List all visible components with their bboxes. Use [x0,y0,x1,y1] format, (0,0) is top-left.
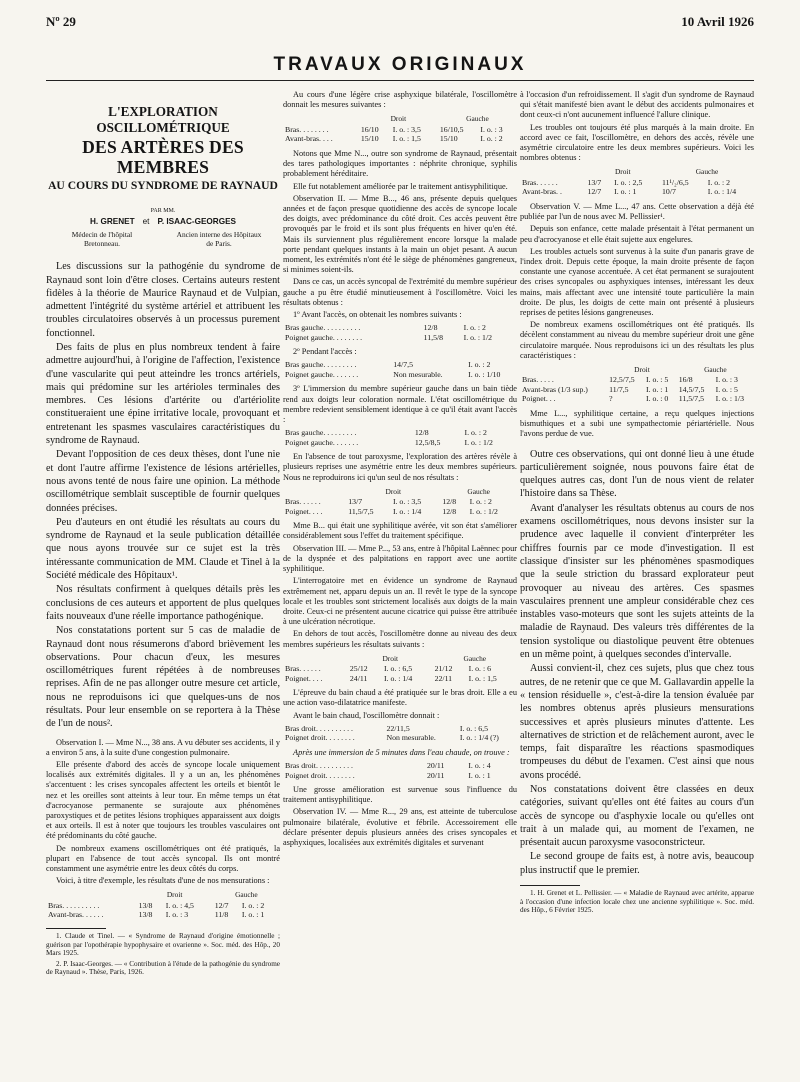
paragraph: Notons que Mme N..., outre son syndrome de Raynaud, présentait des tares pathologiques importantes : néphrite chronique, syphilis probablement héréditaire. [283,148,517,179]
column-1 [46,90,280,979]
paragraph: Le second groupe de faits est, à notre avis, beaucoup plus instructif que le premier. [520,851,754,876]
table-row [46,901,280,911]
article-title-line1: L'EXPLORATION OSCILLOMÉTRIQUE [96,104,230,135]
cell: I. o. : 1 [645,384,669,394]
row-label: Poignet droit. . . . . . . . [285,770,355,780]
row-label: Avant-bras. . [522,187,562,197]
cell: I. o. : 3 [480,124,503,134]
table-row [283,674,517,684]
paragraph: L'épreuve du bain chaud a été pratiquée sur le bras droit. Elle a eu une action vaso-dilatatrice manifeste. [283,688,517,708]
cell: 12/8 [442,497,457,507]
cell: 13/8 [138,900,153,910]
paragraph: 3º L'immersion du membre supérieur gauche dans un bain tiède rend aux doigts leur coloration normale. L'état oscillométrique du membre redevient sensiblement identique à ce qu'il était avant l'accès : [283,384,517,424]
row-label: Bras. . . . . . [285,497,321,507]
cell: I. o. : 2 [707,177,731,187]
table-row [520,375,754,385]
cell: 13/8 [138,910,153,920]
cell: 15/10 [360,134,379,144]
row-label: Bras droit. . . . . . . . . . [285,723,354,733]
column-header-gauche: Gauche [463,653,487,663]
cell: 14/7,5 [393,360,413,370]
issue-date: 10 Avril 1926 [681,14,754,29]
cell: I. o. : 1/3 [715,394,744,404]
cell: 13/7 [587,177,602,187]
table-row [283,360,517,370]
table-row [283,733,517,743]
authors [46,217,280,227]
cell: I. o. : 5 [715,384,738,394]
cell: I. o. : 1,5 [392,134,421,144]
cell: 20/11 [426,770,445,780]
article-title-line2: DES ARTÈRES DES MEMBRES [82,137,244,177]
measurement-table [283,486,517,517]
measurement-table [520,166,754,197]
paragraph: Devant l'opposition de ces deux thèses, dont l'une nie et dont l'autre affirme l'existence de lésions artérielles, nous avons tenté de nous faire une opinion. La méthode oscillométrique semblait susceptible de fournir quelques données précises. [46,449,280,514]
row-label: Bras. . . . . . . . . . [48,900,100,910]
cell: I. o. : 3,5 [392,497,422,507]
paragraph: Au cours d'une légère crise asphyxique bilatérale, l'oscillomètre donnait les mesures suivantes : [283,90,517,110]
observation-4: Observation IV. — Mme R..., 29 ans, est atteinte de tuberculose pulmonaire bilatérale, évolutive et fébrile. Accessoirement elle déclare présenter depuis plusieurs années des crises syncopales et asphyxiques, localisées aux extrémités digitales et survenant [283,807,517,848]
table-row [283,771,517,781]
paragraph: Avant le bain chaud, l'oscillomètre donnait : [293,710,440,720]
row-label: Bras gauche. . . . . . . . . [285,360,357,370]
paragraph: Avant d'analyser les résultats obtenus au cours de nos examens oscillométriques, nous devons insister sur la prudence avec laquelle il convient d'interpréter les chiffres fournis par ce mode d'investigation. Il est classique d'insister sur les phénomènes spasmodiques que la seule striction du brassard explorateur peut provoquer au niveau des artères. Ces spasmes vasculaires prennent une ampleur considérable chez ces instables vaso-moteurs que sont les sujets atteints de la maladie de Raynaud. Des valeurs très différentes de la tension systolique ou diastolique peuvent être obtenues en un même point, à quelques secondes d'intervalle. [520,502,754,661]
paragraph: Les troubles actuels sont survenus à la suite d'un panaris grave de l'index droit. Depuis cette époque, la main droite présente de façon constante une cyanose accentuée. A cet état permanent se surajoutent des crises syncopales ou asphyxiques intenses, intéressant les deux mains, mais affectant avec une intensité toute particulière la main droite. De plus, les doigts de cette main ont présenté à plusieurs reprises de petites lésions gangreneuses. [520,246,754,317]
column-header-gauche: Gauche [695,167,719,177]
cell: 11¹/₂/6,5 [662,177,689,187]
row-label: Bras droit. . . . . . . . . . [285,761,354,771]
paragraph: Mme L..., syphilitique certaine, a reçu quelques injections bismuthiques et a subi une sympathectomie périartérielle. Nous l'avons perdue de vue. [520,408,754,439]
footnote-2: 2. P. Isaac-Georges. — « Contribution à l'étude de la pathogénie du syndrome de Raynaud ». Thèse, Paris, 1926. [46,959,280,977]
paragraph: 2º Pendant l'accès : [293,347,357,357]
paragraph: En dehors de tout accès, l'oscillomètre donne au niveau des deux membres supérieurs les résultats suivants : [283,629,517,649]
table-row [520,187,754,197]
row-label: Poignet gauche. . . . . . . [285,437,359,447]
paragraph: De nombreux examens oscillométriques ont été pratiqués, la plupart en l'absence de tout accès syncopal. Ils ont montré constamment une asymétrie entre les deux côtés du corps. [46,843,280,874]
table-row [520,385,754,395]
author-1: H. GRENET [90,217,135,226]
cell: 13/7 [348,497,363,507]
paragraph: Depuis son enfance, cette malade présentait à l'état permanent un peu d'acrocyanose et elle était sujette aux engelures. [520,224,754,244]
row-label: Bras. . . . . . [285,664,321,674]
footnote-rule [520,885,580,886]
footnote-1: 1. H. Grenet et L. Pellissier. — « Maladie de Raynaud avec artérite, apparue à l'occasion d'une infection locale chez une ancienne syphilitique ». Soc. méd. des Hôp., 6 Février 1925. [520,889,754,915]
row-label: Poignet droit. . . . . . . . [285,733,355,743]
paragraph: Outre ces observations, qui ont donné lieu à une étude particulièrement soignée, nous pouvons faire état de quelques autres cas, dont l'un de nous vient de relater l'histoire dans sa Thèse. [520,448,754,500]
cell: 11,5/7,5 [348,506,374,516]
cell: I. o. : 2,5 [614,177,643,187]
table-row [283,134,517,144]
paragraph: Elle présente d'abord des accès de syncope locale uniquement localisés aux extrémités digitales. Il y a un an, les phénomènes s'accentuent : les crises syncopales affectent les orteils et bientôt le nez et les oreilles sont atteints à leur tour. En même temps un état d'acrocyanose permanente se surajoute aux phénomènes paroxystiques et de petites lésions trophiques apparaissent aux doigts et aux orteils. Il est à noter que toujours les troubles vasculaires ont été prédominants du côté gauche. [46,760,280,841]
paragraph: Nos constatations portent sur 5 cas de maladie de Raynaud dont nous résumerons d'abord brièvement les observations. Pour chacun d'eux, les mesures oscillométriques furent répétées à de nombreuses reprises. Afin de ne pas allonger outre mesure cet article, nous ne reproduisons ici que quelques-uns de nos résultats. Pour leur ensemble on se reportera à la Thèse de l'un de nous². [46,625,280,730]
column-header-gauche: Gauche [704,364,727,374]
author-2: P. ISAAC-GEORGES [157,217,236,226]
cell: I. o. : 6,5 [383,664,413,674]
cell: I. o. : 3 [165,910,189,920]
table-row [46,910,280,920]
cell: I. o. : 1/4 [707,187,737,197]
cell: I. o. : 5 [645,375,669,385]
measurement-table [283,724,517,743]
row-label: Bras. . . . . . [522,177,558,187]
section-title: TRAVAUX ORIGINAUX [273,54,527,75]
cell: 12/8 [423,323,438,333]
cell: 20/11 [426,761,445,771]
observation-2: Observation II. — Mme B..., 46 ans, présente depuis quelques années et de façon presque quotidienne des accès de syncope locale des doigts, avec prédominance du côté droit. Ces accès peuvent être provoqués par le froid et ils sont plus fréquents en hiver qu'en été. Mais ils surviennent plus régulièrement encore lorsque la malade porte pendant quelques instants à la main un objet pesant. A aucun moment, les extrémités n'ont été le siège de phénomènes gangreneux, si minimes soient-ils. [283,193,517,275]
row-label: Poignet gauche. . . . . . . . [285,332,363,342]
measurement-table [283,113,517,144]
row-label: Avant-bras. . . . . . [48,910,104,920]
paragraph: L'interrogatoire met en évidence un syndrome de Raynaud extrêmement net, apparu depuis un an. Il revêt le type de la syncope locale et les troubles sont strictement localisés aux doigts de la main droite. Ceux-ci ne présentent aucune cicatrice qui puisse être attribuée à une ulcération nécrotique. [283,576,517,627]
row-label: Poignet. . . [522,394,556,404]
article-title-line3: AU COURS DU SYNDROME DE RAYNAUD [48,179,278,192]
table-row [283,497,517,507]
par-mm: PAR MM. [150,208,176,214]
table-row [283,333,517,343]
paragraph: Nos constatations doivent être classées en deux catégories, suivant qu'elles ont été faites au cours d'un accès de syncope ou d'asphyxie locale ou qu'elles ont trait à un malade qui, au moment de l'examen, ne présentait aucun paroxysme vasoconstricteur. [520,784,754,849]
paragraph: Peu d'auteurs en ont étudié les résultats au cours du syndrome de Raynaud et la seule publication détaillée que nous ayons trouvée sur ce sujet est la très intéressante communication de MM. Claude et Tinel à la Société médicale des Hôpitaux¹. [46,516,280,582]
cell: 11/7,5 [609,384,629,394]
cell: I. o. : 1/4 [392,506,422,516]
cell: I. o. : 2 [241,900,265,910]
column-header-droit: Droit [614,167,631,177]
cell: 11/8 [214,910,229,920]
column-2 [283,90,517,850]
cell: 16/10 [360,124,379,134]
footnote-1: 1. Claude et Tinel. — « Syndrome de Raynaud d'origine émotionnelle ; guérison par l'opothérapie hypophysaire et ovarienne ». Soc. méd. des Hôp., 20 Mars 1925. [46,931,280,958]
cell: I. o. : 1/2 [463,332,493,342]
cell: 22/11,5 [386,723,410,733]
column-3 [520,90,754,917]
paragraph: Mme B... qui était une syphilitique avérée, vit son état s'améliorer considérablement sous l'effet du traitement spécifique. [283,521,517,541]
row-label: Bras gauche. . . . . . . . . [285,428,357,438]
cell: I. o. : 1 [241,910,265,920]
cell: 12/8 [442,506,457,516]
table-row [283,664,517,674]
cell: 11,5/7,5 [678,394,705,404]
measurement-table [520,364,754,404]
observation-5: Observation V. — Mme L..., 47 ans. Cette observation a déjà été publiée par l'un de nous avec M. Pellissier¹. [520,201,754,222]
row-label: Poignet gauche. . . . . . . [285,369,359,379]
cell: I. o. : 1/2 [469,506,498,516]
affiliation-1: Médecin de l'hôpital Bretonneau. [71,230,133,249]
affiliations [46,230,280,248]
table-row [283,724,517,734]
cell: 12/7 [214,900,229,910]
paragraph: à l'occasion d'un refroidissement. Il s'agit d'un syndrome de Raynaud qui s'était manifesté bien avant le début des accidents pulmonaires et dont ceux-ci n'ont aucunement influencé l'allure clinique. [520,90,754,120]
cell: Non mesurable. [386,733,436,743]
measurement-table [46,889,280,920]
table-row [283,428,517,438]
observation-3: Observation III. — Mme P..., 53 ans, entre à l'hôpital Laënnec pour de la dyspnée et des palpitations en rapport avec une aortite syphilitique. [283,543,517,574]
table-row [520,178,754,188]
cell: 25/12 [349,664,368,674]
cell: I. o. : 0 [645,394,669,404]
paragraph: Nos résultats confirment à quelques détails près les conclusions de ces auteurs et apportent de plus quelques faits nouveaux d'une réelle importance pathogénique. [46,584,280,622]
row-label: Poignet. . . . [285,673,323,683]
measurement-table [283,653,517,684]
row-label: Poignet. . . . [285,506,323,516]
column-header-gauche: Gauche [235,890,258,900]
row-label: Bras gauche. . . . . . . . . . [285,323,361,333]
discussion-text [520,448,754,878]
header-rule [46,80,754,81]
table-row [283,125,517,135]
cell: I. o. : 1/10 [468,369,501,379]
cell: I. o. : 3 [715,375,738,385]
cell: I. o. : 6,5 [459,723,489,733]
table-row [283,323,517,333]
paragraph: En l'absence de tout paroxysme, l'exploration des artères révèle à plusieurs reprises une asymétrie entre les deux membres supérieurs. Nous ne reproduirons ici qu'un seul de nos résultats : [283,452,517,482]
table-row [283,761,517,771]
cell: I. o. : 1 [614,187,637,197]
cell: I. o. : 4,5 [165,900,194,910]
paragraph: Dans ce cas, un accès syncopal de l'extrémité du membre supérieur gauche a pu être étudié minutieusement à l'oscillomètre. Voici les résultats obtenus : [283,277,517,307]
paragraph: Aussi convient-il, chez ces sujets, plus que chez tous autres, de ne retenir que ce que M. Gallavardin appelle la « tension résiduelle », c'est-à-dire la tension évaluée par les nombres obtenus après plusieurs mensurations successives et après plusieurs minutes d'attente. Les alternatives de striction et de relâchement auront, avec le temps, fait disparaître les réactions spasmodiques trompeuses du début de l'examen. C'est ainsi que nous avons procédé. [520,663,754,781]
intro-text [46,260,280,730]
affiliation-2: Ancien interne des Hôpitaux de Paris. [176,230,262,249]
cell: I. o. : 1/4 (?) [459,733,499,743]
table-row [520,394,754,404]
paragraph: Voici, à titre d'exemple, les résultats d'une de nos mensurations : [56,876,270,886]
paragraph: Après une immersion de 5 minutes dans l'eau chaude, on trouve : [293,747,510,757]
cell: I. o. : 1/2 [464,437,493,447]
cell: I. o. : 1,5 [468,673,497,683]
cell: Non mesurable. [393,369,443,379]
cell: 12/7 [587,187,602,197]
paragraph: Une grosse amélioration est survenue sous l'influence du traitement antisyphilitique. [283,785,517,805]
table-row [283,438,517,448]
column-header-droit: Droit [385,486,402,496]
cell: I. o. : 2 [469,497,492,507]
row-label: Avant-bras (1/3 sup.) [522,384,588,394]
column-header-droit: Droit [390,114,407,124]
paragraph: Les troubles ont toujours été plus marqués à la main droite. En accord avec ce fait, l'oscillomètre, en dehors des accès, révèle une asymétrie circulatoire entre les deux membres supérieurs. Voici les nombres obtenus : [520,122,754,163]
table-row [283,507,517,517]
measurement-table [283,761,517,780]
column-header-droit: Droit [634,364,650,374]
author-conjunction: et [142,217,150,226]
row-label: Bras. . . . . [522,375,554,385]
paragraph: Les discussions sur la pathogénie du syndrome de Raynaud sont loin d'être closes. Certains auteurs restent fidèles à la théorie de Maurice Raynaud et de Vulpian, admettent l'intégrité du système artériel et attribuent les troubles circulatoires observés à un processus purement fonctionnel. [46,261,280,339]
cell: I. o. : 1/4 [383,673,413,683]
cell: ? [609,394,613,404]
cell: 12,5/7,5 [609,375,635,385]
cell: 11,5/8 [423,332,444,342]
issue-number: Nº 29 [46,14,76,29]
cell: 12/8 [414,428,429,438]
cell: 15/10 [439,134,458,144]
cell: I. o. : 2 [480,134,503,144]
row-label: Bras. . . . . . . . [285,124,329,134]
measurement-table [283,428,517,447]
paragraph: 1º Avant l'accès, on obtenait les nombres suivants : [293,309,462,319]
cell: 10/7 [662,187,676,197]
cell: I. o. : 6 [468,664,491,674]
table-row [283,370,517,380]
cell: 22/11 [434,673,453,683]
cell: 24/11 [349,673,368,683]
cell: 16/10,5 [439,124,464,134]
column-header-droit: Droit [166,890,183,900]
cell: 12,5/8,5 [414,437,441,447]
footnote-rule [46,928,106,929]
cell: I. o. : 4 [468,761,491,771]
cell: 14,5/7,5 [678,384,705,394]
paragraph: Des faits de plus en plus nombreux tendent à faire admettre aujourd'hui, à l'origine de l'affection, l'existence d'une vascularite qui peut atteindre les troncs artériels, mais qui prédomine sur les artérioles terminales des membres. Ces lésions d'artérite ou d'artériolite constitueraient une épine irritative locale, provoquant et entretenant les spasmes vasculaires caractéristiques du syndrome de Raynaud. [46,341,280,447]
cell: 16/8 [678,375,693,385]
paragraph: De nombreux examens oscillométriques ont été pratiqués. Ils décèlent constamment au niveau du membre supérieur droit une gêne circulatoire marquée. Nous reproduisons ici un des résultats les plus caractéristiques : [520,320,754,360]
cell: I. o. : 2 [468,360,491,370]
cell: I. o. : 2 [464,428,487,438]
cell: 21/12 [434,664,453,674]
column-header-droit: Droit [382,653,399,663]
measurement-table [283,360,517,379]
column-header-gauche: Gauche [466,114,489,124]
cell: I. o. : 3,5 [392,124,421,134]
observation-1: Observation I. — Mme N..., 38 ans. A vu débuter ses accidents, il y a environ 5 ans, à la suite d'une congestion pulmonaire. [46,737,280,757]
column-header-gauche: Gauche [467,486,490,496]
cell: I. o. : 2 [463,323,486,333]
cell: I. o. : 1 [468,770,491,780]
row-label: Avant-bras. . . . [285,134,333,144]
paragraph: Elle fut notablement améliorée par le traitement antisyphilitique. [293,181,508,191]
measurement-table [283,323,517,342]
page-header [46,14,754,34]
